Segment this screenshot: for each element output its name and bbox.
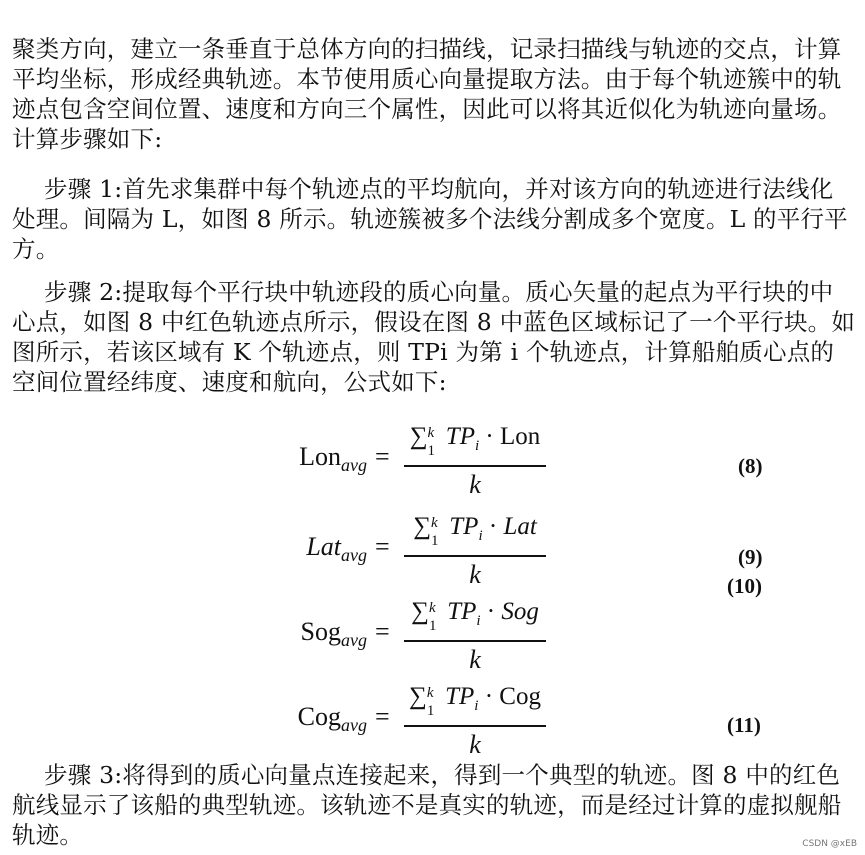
paragraph-step2: 步骤 2:提取每个平行块中轨迹段的质心向量。质心矢量的起点为平行块的中心点，如图 8 中红色轨迹点所示，假设在图 8 中蓝色区域标记了一个平行块。如图所示，若该区域有 K 个轨迹点，则 TPi 为第 i 个轨迹点，计算船舶质心点的空间位置经纬度、速度和航向，公式如下: [12, 278, 856, 396]
equation-lhs: Sog$_{avg}$ [300, 617, 367, 650]
equation-cog [255, 680, 545, 760]
denominator: k [469, 644, 481, 674]
equation-number-11: (11) [727, 713, 761, 737]
equation-sog [255, 595, 545, 675]
numerator: ∑ k 1 $TP_i$ · Cog [409, 683, 541, 719]
equation-lhs: Cog$_{avg}$ [297, 702, 367, 735]
paragraph-step1: 步骤 1:首先求集群中每个轨迹点的平均航向，并对该方向的轨迹进行法线化处理。间隔为 L，如图 8 所示。轨迹簇被多个法线分割成多个宽度。L 的平行平方。 [12, 175, 848, 263]
equals-sign: = [375, 702, 390, 731]
equation-lon [255, 420, 545, 500]
equals-sign: = [375, 617, 390, 646]
denominator: k [469, 559, 481, 589]
paragraph-step3: 步骤 3:将得到的质心向量点连接起来，得到一个典型的轨迹。图 8 中的红色航线显示了该船的典型轨迹。该轨迹不是真实的轨迹，而是经过计算的虚拟舰船轨迹。 [12, 761, 842, 849]
equation-number-9: (9) [738, 545, 763, 569]
equation-lat [255, 510, 545, 590]
equation-lhs: Lat$_{avg}$ [306, 532, 367, 565]
fraction [400, 420, 550, 503]
fraction [400, 510, 550, 593]
equals-sign: = [375, 442, 390, 471]
equation-lhs: Lon$_{avg}$ [299, 442, 367, 475]
numerator: ∑ k 1 $TP_i$ · Lon [409, 423, 541, 459]
fraction [400, 595, 550, 678]
paragraph-intro: 聚类方向，建立一条垂直于总体方向的扫描线，记录扫描线与轨迹的交点，计算平均坐标，形成经典轨迹。本节使用质心向量提取方法。由于每个轨迹簇中的轨迹点包含空间位置、速度和方向三个属性，因此可以将其近似化为轨迹向量场。计算步骤如下: [12, 35, 842, 153]
numerator: ∑ k 1 $TP_i$ · Lat [413, 513, 537, 549]
equals-sign: = [375, 532, 390, 561]
equation-number-8: (8) [738, 454, 763, 478]
denominator: k [469, 729, 481, 759]
equation-number-10: (10) [727, 574, 762, 598]
fraction [400, 680, 550, 763]
numerator: ∑ k 1 $TP_i$ · Sog [411, 598, 539, 634]
watermark: CSDN @xEB [802, 839, 857, 849]
denominator: k [469, 469, 481, 499]
